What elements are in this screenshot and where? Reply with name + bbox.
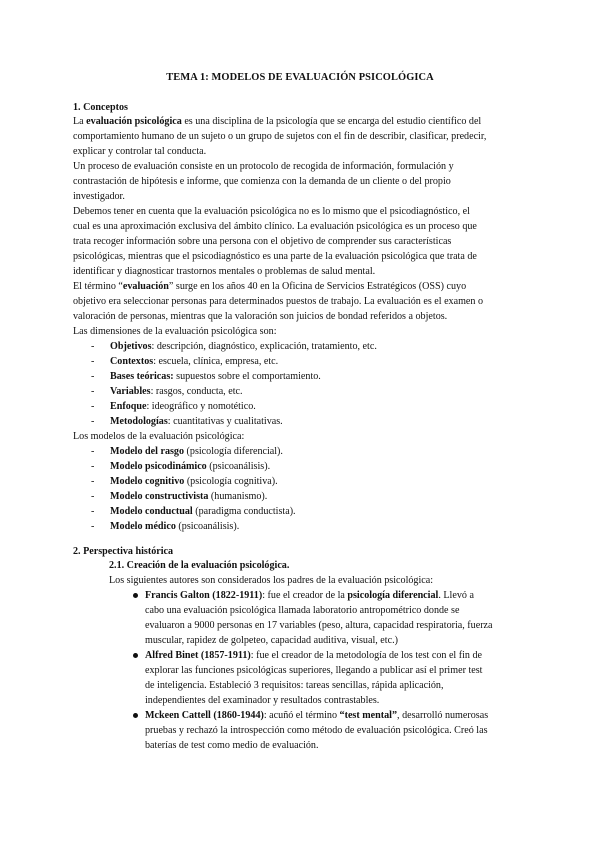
section-heading-conceptos: 1. Conceptos	[73, 102, 128, 113]
list-item: Modelo del rasgo (psicología diferencial).	[110, 446, 283, 457]
paragraph-line: contrastación de hipótesis e informe, que comienza con la demanda de un cliente o del propio	[73, 176, 451, 187]
list-dash: -	[91, 356, 95, 367]
list-item: Modelo conductual (paradigma conductista).	[110, 506, 296, 517]
dimensions-intro: Las dimensiones de la evaluación psicológica son:	[73, 326, 277, 337]
paragraph-line: Francis Galton (1822-1911): fue el creador de la psicología diferencial. Llevó a	[145, 590, 474, 601]
paragraph-line: Un proceso de evaluación consiste en un protocolo de recogida de información, formulación y	[73, 161, 454, 172]
list-item: Objetivos: descripción, diagnóstico, explicación, tratamiento, etc.	[110, 341, 377, 352]
subsection-heading: 2.1. Creación de la evaluación psicológica.	[109, 560, 290, 571]
list-item: Contextos: escuela, clínica, empresa, etc.	[110, 356, 279, 367]
list-item: Enfoque: ideográfico y nomotético.	[110, 401, 256, 412]
paragraph-line: La evaluación psicológica es una disciplina de la psicología que se encarga del estudio científico del	[73, 116, 482, 127]
paragraph-line: baterías de test como medio de evaluación.	[145, 740, 319, 751]
paragraph-line: identificar y diagnosticar trastornos mentales o problemas de salud mental.	[73, 266, 376, 277]
paragraph-line: Los siguientes autores son considerados los padres de la evaluación psicológica:	[109, 575, 434, 586]
paragraph-line: cabo una evaluación psicológica llamada laboratorio antropométrico donde se	[145, 605, 460, 616]
paragraph-line: Mckeen Cattell (1860-1944): acuñó el término “test mental”, desarrolló numerosas	[145, 710, 489, 721]
list-dash: -	[91, 401, 95, 412]
models-intro: Los modelos de la evaluación psicológica:	[73, 431, 245, 442]
paragraph-line: comportamiento humano de un sujeto o un grupo de sujetos con el fin de describir, clasificar, predecir,	[73, 131, 487, 142]
paragraph-line: evaluaron a 9000 personas en 17 variables (peso, altura, capacidad respiratoria, fuerza	[145, 620, 493, 631]
section-heading-perspectiva: 2. Perspectiva histórica	[73, 546, 174, 557]
paragraph-line: muscular, rapidez de golpeteo, capacidad auditiva, visual, etc.)	[145, 635, 398, 646]
paragraph-line: pruebas y rechazó la introspección como método de evaluación psicológica. Creó las	[145, 725, 488, 736]
bullet-dot	[133, 713, 138, 718]
paragraph-line: independientes del examinador y resultados contrastables.	[145, 695, 380, 706]
list-item: Metodologías: cuantitativas y cualitativas.	[110, 416, 283, 427]
paragraph-line: de inteligencia. Estableció 3 requisitos: tareas sencillas, rápida aplicación,	[145, 680, 444, 691]
paragraph-line: objetivo era seleccionar personas para determinados puestos de trabajo. La evaluación es el examen o	[73, 296, 484, 307]
list-dash: -	[91, 371, 95, 382]
paragraph-line: psicológicas, mientras que el psicodiagnóstico es una parte de la evaluación psicológica que trata de	[73, 251, 477, 262]
list-item: Modelo cognitivo (psicología cognitiva).	[110, 476, 278, 487]
list-dash: -	[91, 416, 95, 427]
list-item: Variables: rasgos, conducta, etc.	[110, 386, 243, 397]
list-dash: -	[91, 491, 95, 502]
list-item: Modelo médico (psicoanálisis).	[110, 521, 240, 532]
paragraph-line: valoración de personas, mientras que la valoración son juicios de bondad referidos a objetos.	[73, 311, 448, 322]
paragraph-line: trata recoger información sobre una persona con el objetivo de comprender sus características	[73, 236, 452, 247]
paragraph-line: cual es una aproximación exclusiva del ámbito clínico. La evaluación psicológica es un proceso que	[73, 221, 477, 232]
list-dash: -	[91, 341, 95, 352]
paragraph-line: explorar las funciones psicológicas superiores, llegando a publicar así el primer test	[145, 665, 483, 676]
paragraph-line: explicar y controlar tal conducta.	[73, 146, 207, 157]
list-dash: -	[91, 506, 95, 517]
bullet-dot	[133, 653, 138, 658]
list-item: Bases teóricas: supuestos sobre el comportamiento.	[110, 371, 321, 382]
paragraph-line: Debemos tener en cuenta que la evaluación psicológica no es lo mismo que el psicodiagnóstico, el	[73, 206, 470, 217]
list-dash: -	[91, 461, 95, 472]
paragraph-line: El término “evaluación” surge en los años 40 en la Oficina de Servicios Estratégicos (OSS) cuyo	[73, 281, 467, 292]
paragraph-line: Alfred Binet (1857-1911): fue el creador de la metodología de los test con el fin de	[145, 650, 483, 661]
list-dash: -	[91, 446, 95, 457]
bullet-dot	[133, 593, 138, 598]
paragraph-line: investigador.	[73, 191, 125, 202]
list-dash: -	[91, 386, 95, 397]
list-item: Modelo constructivista (humanismo).	[110, 491, 268, 502]
list-dash: -	[91, 521, 95, 532]
document-title: TEMA 1: MODELOS DE EVALUACIÓN PSICOLÓGICA	[166, 72, 434, 83]
list-item: Modelo psicodinámico (psicoanálisis).	[110, 461, 271, 472]
list-dash: -	[91, 476, 95, 487]
